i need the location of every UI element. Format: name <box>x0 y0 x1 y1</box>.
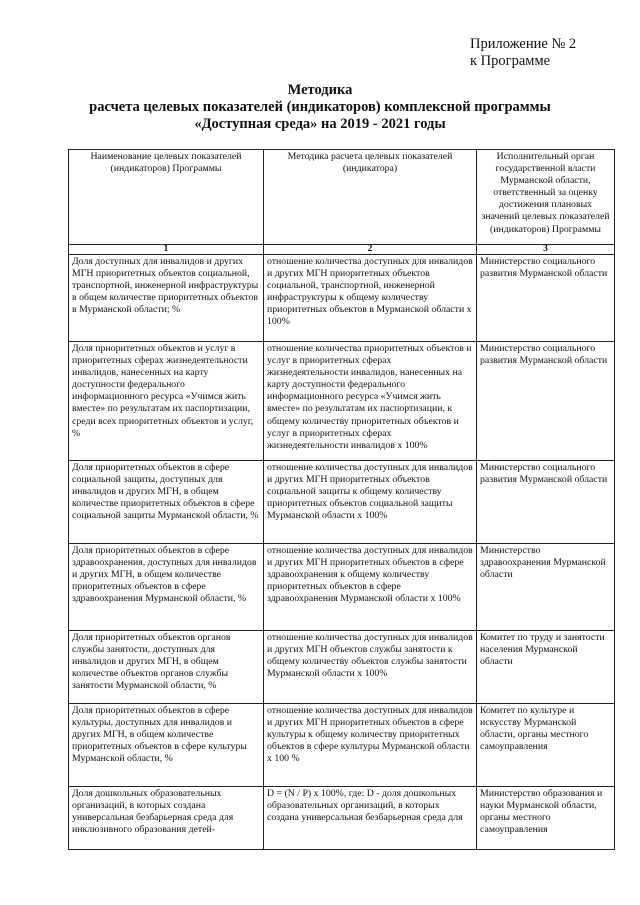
header-authority: Исполнительный орган государственной власти Мурманской области, ответственный за оценку достижения плановых значений целевых показателей (индикаторов) Программы <box>477 150 615 245</box>
method-cell: отношение количества доступных для инвалидов и других МГН приоритетных объектов в сфере здравоохранения к общему количеству приоритетных объектов в сфере здравоохранения Мурманской области х 100% <box>264 544 477 631</box>
authority-cell: Министерство социального развития Мурманской области <box>477 255 615 342</box>
indicator-cell: Доля приоритетных объектов в сфере культуры, доступных для инвалидов и других МГН, в общем количестве приоритетных объектов в сфере культуры Мурманской области, % <box>69 704 264 787</box>
authority-cell: Министерство образования и науки Мурманской области, органы местного самоуправления <box>477 787 615 850</box>
column-number: 1 <box>69 245 264 255</box>
table-row <box>69 342 615 461</box>
authority-cell: Комитет по труду и занятости населения Мурманской области <box>477 631 615 704</box>
appendix-line-2: к Программе <box>470 53 551 69</box>
indicator-cell: Доля приоритетных объектов и услуг в приоритетных сферах жизнедеятельности инвалидов, нанесенных на карту доступности федерального информационного ресурса «Учимся жить вместе» по результатам их паспортизации, среди всех приоритетных объектов и услуг, % <box>69 342 264 461</box>
table-row <box>69 631 615 704</box>
methodology-table <box>68 149 615 850</box>
document-title <box>0 82 640 133</box>
appendix-label <box>470 36 576 70</box>
column-number: 2 <box>264 245 477 255</box>
table-row <box>69 255 615 342</box>
table-row <box>69 787 615 850</box>
table-row <box>69 704 615 787</box>
method-cell: отношение количества доступных для инвалидов и других МГН объектов службы занятости к общему количеству объектов службы занятости Мурманской области х 100% <box>264 631 477 704</box>
method-cell: отношение количества доступных для инвалидов и других МГН приоритетных объектов социальной защиты к общему количеству приоритетных объектов социальной защиты Мурманской области х 100% <box>264 461 477 544</box>
indicator-cell: Доля приоритетных объектов в сфере социальной защиты, доступных для инвалидов и других МГН, в общем количестве приоритетных объектов в сфере социальной защиты Мурманской области, % <box>69 461 264 544</box>
table-row <box>69 461 615 544</box>
indicator-cell: Доля доступных для инвалидов и других МГН приоритетных объектов социальной, транспортной, инженерной инфраструктуры в общем количестве приоритетных объектов в Мурманской области; % <box>69 255 264 342</box>
header-method: Методика расчета целевых показателей (индикатора) <box>264 150 477 245</box>
indicator-cell: Доля приоритетных объектов в сфере здравоохранения, доступных для инвалидов и других МГН, в общем количестве приоритетных объектов в сфере здравоохранения Мурманской области, % <box>69 544 264 631</box>
method-cell: D = (N / P) х 100%, где: D - доля дошкольных образовательных организаций, в которых создана универсальная безбарьерная среда для <box>264 787 477 850</box>
column-number: 3 <box>477 245 615 255</box>
authority-cell: Министерство здравоохранения Мурманской области <box>477 544 615 631</box>
method-cell: отношение количества приоритетных объектов и услуг в приоритетных сферах жизнедеятельности инвалидов, нанесенных на карту доступности федерального информационного ресурса «Учимся жить вместе» по результатам их паспортизации, к общему количеству приоритетных объектов и услуг в приоритетных сферах жизнедеятельности инвалидов х 100% <box>264 342 477 461</box>
table-row <box>69 544 615 631</box>
title-line-3: «Доступная среда» на 2019 - 2021 годы <box>194 116 446 132</box>
column-number-row <box>69 245 615 255</box>
method-cell: отношение количества доступных для инвалидов и других МГН приоритетных объектов в сфере культуры к общему количеству приоритетных объектов в сфере культуры Мурманской области х 100 % <box>264 704 477 787</box>
indicator-cell: Доля дошкольных образовательных организаций, в которых создана универсальная безбарьерная среда для инклюзивного образования детей- <box>69 787 264 850</box>
method-cell: отношение количества доступных для инвалидов и других МГН приоритетных объектов социальной, транспортной, инженерной инфраструктуры к общему количеству приоритетных объектов в Мурманской области х 100% <box>264 255 477 342</box>
table-header-row <box>69 150 615 245</box>
indicator-cell: Доля приоритетных объектов органов службы занятости, доступных для инвалидов и других МГН, в общем количестве объектов органов службы занятости Мурманской области, % <box>69 631 264 704</box>
title-line-1: Методика <box>287 82 353 98</box>
authority-cell: Министерство социального развития Мурманской области <box>477 461 615 544</box>
title-line-2: расчета целевых показателей (индикаторов) комплексной программы <box>89 99 551 115</box>
authority-cell: Министерство социального развития Мурманской области <box>477 342 615 461</box>
header-indicator: Наименование целевых показателей (индикаторов) Программы <box>69 150 264 245</box>
appendix-line-1: Приложение № 2 <box>470 36 577 52</box>
authority-cell: Комитет по культуре и искусству Мурманской области, органы местного самоуправления <box>477 704 615 787</box>
